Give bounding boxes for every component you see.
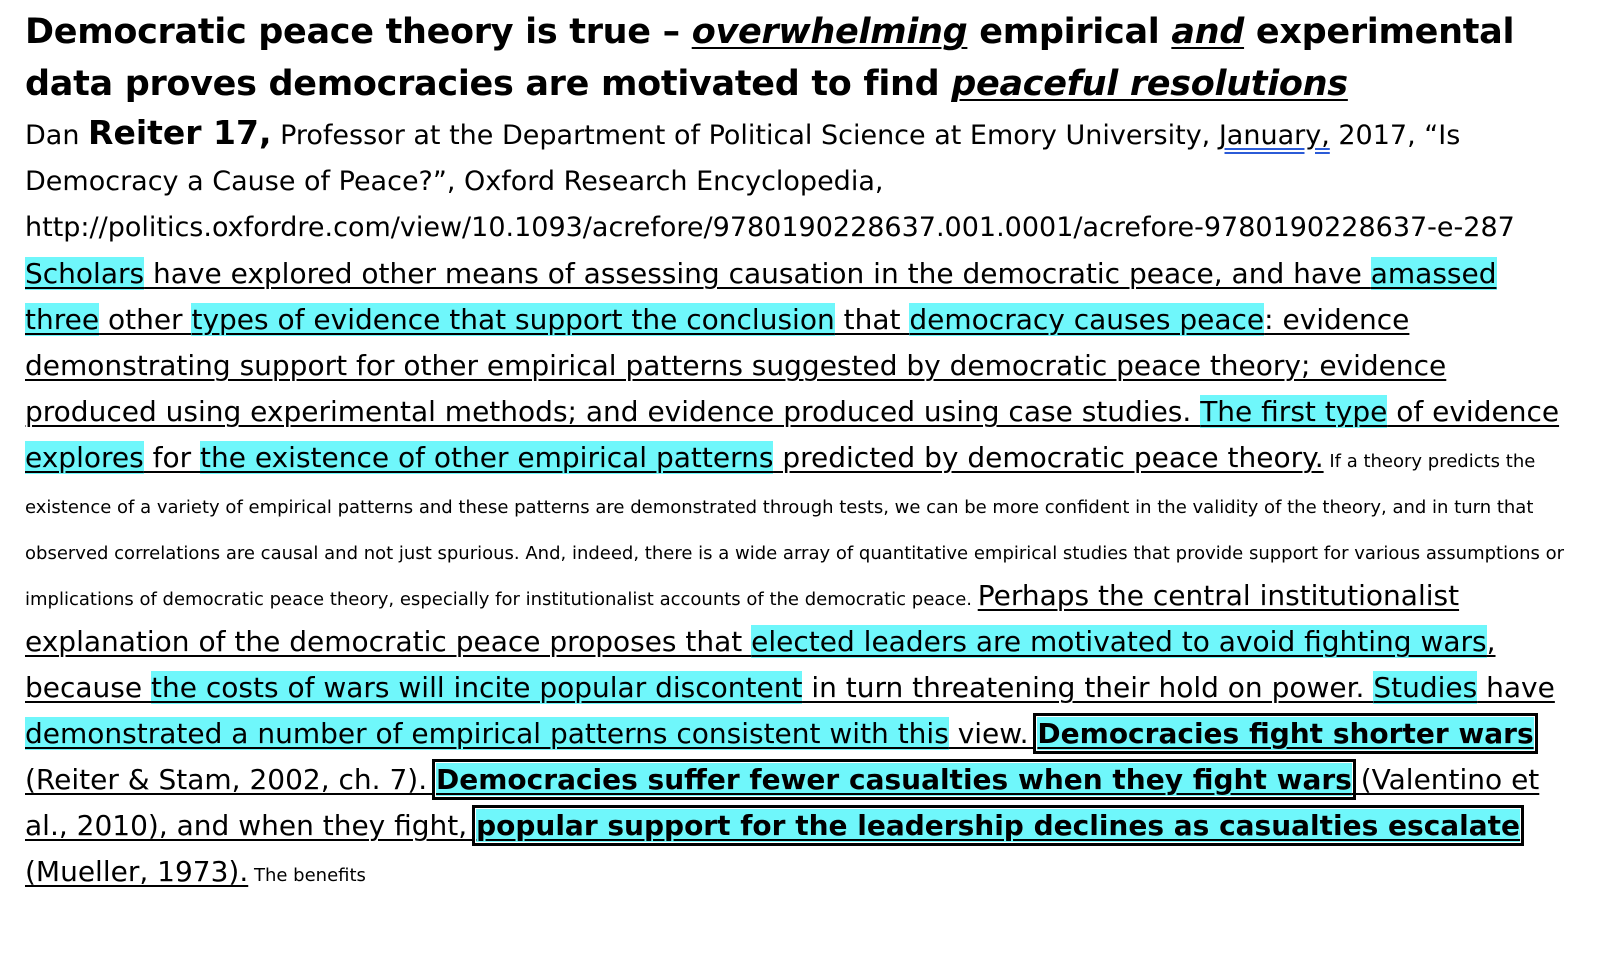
highlighted-text: Studies — [1373, 671, 1478, 704]
highlighted-text: the existence of other empirical patterns — [200, 441, 774, 474]
citation — [25, 110, 1566, 251]
highlighted-text: amassed three — [25, 257, 1497, 336]
underlined-text: predicted by democratic peace theory. — [773, 441, 1324, 474]
tag-text: Democratic peace theory is true – — [25, 12, 692, 52]
underlined-text: Perhaps the central institutionalist explanation of the democratic peace proposes that — [25, 579, 1460, 658]
tag-emphasis: overwhelming — [691, 12, 968, 52]
card-body — [25, 251, 1566, 895]
highlighted-text: demonstrated a number of empirical patterns consistent with this — [25, 717, 949, 750]
highlighted-text: types of evidence that support the conclusion — [191, 303, 835, 336]
highlighted-text: The first type — [1200, 395, 1388, 428]
proofing-flagged-word: January, — [1218, 120, 1330, 151]
citation-text: Professor at the Department of Political Science at Emory University, — [271, 120, 1219, 151]
tag-text: experimental data proves democracies are motivated to find — [25, 12, 1515, 104]
card-tag — [25, 6, 1566, 110]
underlined-text: of evidence — [1387, 395, 1560, 428]
boxed-emphasis-text: Democracies suffer fewer casualties when they fight wars — [436, 763, 1352, 796]
highlighted-text: the costs of wars will incite popular discontent — [151, 671, 803, 704]
underlined-text: have explored other means of assessing causation in the democratic peace, and have — [144, 257, 1371, 290]
small-unread-text: The benefits — [248, 865, 366, 886]
underlined-text: : evidence demonstrating support for other empirical patterns suggested by democratic peace theory; evidence produced using experimental methods; and evidence produced using case studies. — [25, 303, 1447, 428]
tag-emphasis: and — [1171, 12, 1245, 52]
underlined-text: (Reiter & Stam, 2002, ch. 7). — [25, 763, 437, 796]
highlighted-text: Scholars — [25, 257, 145, 290]
underlined-text: , because — [25, 625, 1496, 704]
underlined-text: in turn threatening their hold on power. — [802, 671, 1374, 704]
underlined-text: (Mueller, 1973). — [25, 855, 249, 888]
author-first-name: Dan — [25, 120, 89, 151]
underlined-text: other — [99, 303, 192, 336]
author-last-name-year: Reiter 17, — [88, 113, 272, 152]
underlined-text: that — [834, 303, 910, 336]
highlighted-text: elected leaders are motivated to avoid fighting wars — [751, 625, 1487, 658]
underlined-text: for — [143, 441, 201, 474]
small-unread-text: If a theory predicts the existence of a variety of empirical patterns and these patterns are demonstrated through tests, we can be more confident in the validity of the theory, and in turn that observed correlations are causal and not just spurious. And, indeed, there is a wide array of quantitative empirical studies that provide support for various assumptions or implications of democratic peace theory, especially for institutionalist accounts of the democratic peace. — [25, 451, 1565, 610]
tag-emphasis: peaceful resolutions — [951, 64, 1348, 104]
boxed-emphasis-text: popular support for the leadership declines as casualties escalate — [476, 809, 1521, 842]
boxed-emphasis-text: Democracies fight shorter wars — [1037, 717, 1534, 750]
underlined-text: have — [1477, 671, 1555, 704]
underlined-text: view. — [948, 717, 1038, 750]
highlighted-text: explores — [25, 441, 144, 474]
highlighted-text: democracy causes peace — [909, 303, 1265, 336]
tag-text: empirical — [967, 12, 1172, 52]
underlined-text: (Valentino et al., 2010), and when they fight, — [25, 763, 1540, 842]
citation-text: 2017, “Is Democracy a Cause of Peace?”, Oxford Research Encyclopedia, http://politics.oxfordre.com/view/10.1093/acrefore/9780190228637.001.0001/acrefore-9780190228637-e-287 — [25, 120, 1515, 243]
